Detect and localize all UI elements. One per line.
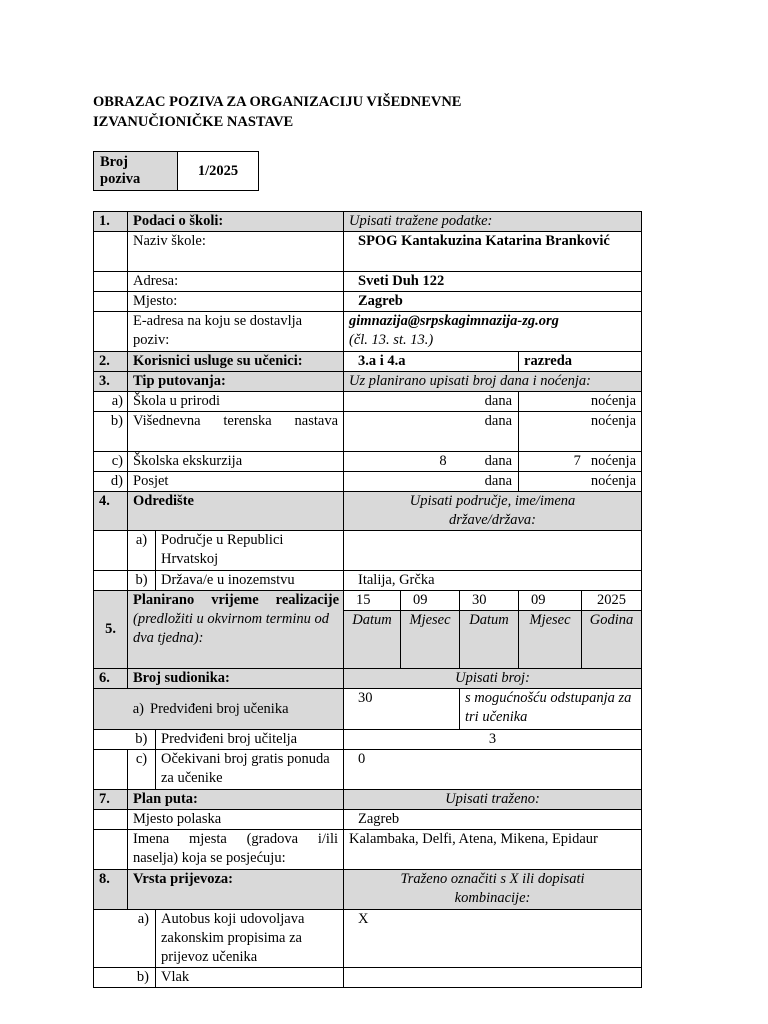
s3-row-a: a) Škola u prirodi dana noćenja	[94, 392, 642, 412]
s5-header-4: Godina	[582, 611, 642, 669]
s3-row-c: c) Školska ekskurzija 8 dana 7 noćenja	[94, 452, 642, 472]
s8-label: Vrsta prijevoza:	[128, 870, 344, 910]
email-note: (čl. 13. st. 13.)	[349, 332, 434, 348]
s5-num: 5.	[94, 591, 128, 669]
s8-header-row	[94, 870, 642, 910]
s8-hint: Traženo označiti s X ili dopisati kombinacije:	[344, 870, 642, 910]
s4-hint: Upisati područje, ime/imena države/država:	[344, 492, 642, 531]
s6-a-value: 30	[344, 689, 460, 730]
s2-value: 3.a i 4.a	[344, 352, 519, 372]
s8-num: 8.	[94, 870, 128, 910]
s3-label: Tip putovanja:	[128, 372, 344, 392]
form-table	[93, 211, 642, 988]
s5-value-2: 30	[460, 591, 519, 611]
email-value: gimnazija@srpskagimnazija-zg.org	[349, 313, 559, 329]
s5-value-0: 15	[344, 591, 401, 611]
s2-label: Korisnici usluge su učenici:	[128, 352, 344, 372]
naziv-label: Naziv škole:	[128, 232, 344, 272]
s4-row-b: b) Država/e u inozemstvu Italija, Grčka	[94, 571, 642, 591]
s8-row-b: b) Vlak	[94, 968, 642, 988]
adresa-value: Sveti Duh 122	[344, 272, 642, 292]
s6-c-value: 0	[344, 750, 642, 790]
s4-label: Odredište	[128, 492, 344, 531]
title-line-1: OBRAZAC POZIVA ZA ORGANIZACIJU VIŠEDNEVNE	[93, 94, 462, 110]
s5-label-cell: Planirano vrijeme realizacije (predložiti u okvirnom terminu od dva tjedna):	[128, 591, 344, 669]
adresa-label: Adresa:	[128, 272, 344, 292]
s6-label: Broj sudionika:	[128, 669, 344, 689]
s5-values-row	[94, 591, 642, 611]
s2-unit: razreda	[519, 352, 642, 372]
s6-b-value: 3	[344, 730, 642, 750]
s8-a-value: X	[344, 910, 642, 968]
s4-row-a: a) Područje u Republici Hrvatskoj	[94, 531, 642, 571]
email-cell	[344, 312, 642, 352]
s1-num: 1.	[94, 212, 128, 232]
s5-value-3: 09	[519, 591, 582, 611]
s4-header-row	[94, 492, 642, 531]
broj-poziva-table	[93, 151, 259, 191]
s5-header-0: Datum	[344, 611, 401, 669]
s7-row-polazak: Mjesto polaska Zagreb	[94, 810, 642, 830]
s5-value-4: 2025	[582, 591, 642, 611]
s2-num: 2.	[94, 352, 128, 372]
s8-row-a: a) Autobus koji udovoljava zakonskim propisima za prijevoz učenika X	[94, 910, 642, 968]
document-title	[93, 92, 613, 132]
s6-row-c: c) Očekivani broj gratis ponuda za učenike 0	[94, 750, 642, 790]
s2-row	[94, 352, 642, 372]
s6-row-a: a) Predviđeni broj učenika 30 s mogućnošću odstupanja za tri učenika	[94, 689, 642, 730]
s3-header-row	[94, 372, 642, 392]
s3-row-b: b) Višednevna terenska nastava dana noćenja	[94, 412, 642, 452]
s6-row-b: b) Predviđeni broj učitelja 3	[94, 730, 642, 750]
s5-header-3: Mjesec	[519, 611, 582, 669]
s4-num: 4.	[94, 492, 128, 531]
email-label: E-adresa na koju se dostavlja poziv:	[128, 312, 344, 352]
s3-num: 3.	[94, 372, 128, 392]
s7-label: Plan puta:	[128, 790, 344, 810]
s1-label: Podaci o školi:	[128, 212, 344, 232]
naziv-value: SPOG Kantakuzina Katarina Branković	[344, 232, 642, 272]
broj-poziva-label: Broj poziva	[94, 152, 178, 191]
s1-hint: Upisati tražene podatke:	[344, 212, 642, 232]
s6-a-note: s mogućnošću odstupanja za tri učenika	[460, 689, 642, 730]
s3-row-d: d) Posjet dana noćenja	[94, 472, 642, 492]
broj-poziva-value: 1/2025	[178, 152, 259, 191]
s1-header-row	[94, 212, 642, 232]
s6-num: 6.	[94, 669, 128, 689]
s5-header-2: Datum	[460, 611, 519, 669]
title-line-2: IZVANUČIONIČKE NASTAVE	[93, 114, 294, 130]
s3-hint: Uz planirano upisati broj dana i noćenja:	[344, 372, 642, 392]
s7-hint: Upisati traženo:	[344, 790, 642, 810]
s7-row-mjesta: Imena mjesta (gradova i/ili naselja) koja se posjećuju: Kalambaka, Delfi, Atena, Mikena, Epidaur	[94, 830, 642, 870]
mjesto-value: Zagreb	[344, 292, 642, 312]
s5-header-1: Mjesec	[401, 611, 460, 669]
s7-num: 7.	[94, 790, 128, 810]
s6-header-row	[94, 669, 642, 689]
s5-value-1: 09	[401, 591, 460, 611]
mjesto-label: Mjesto:	[128, 292, 344, 312]
s6-hint: Upisati broj:	[344, 669, 642, 689]
s7-header-row	[94, 790, 642, 810]
